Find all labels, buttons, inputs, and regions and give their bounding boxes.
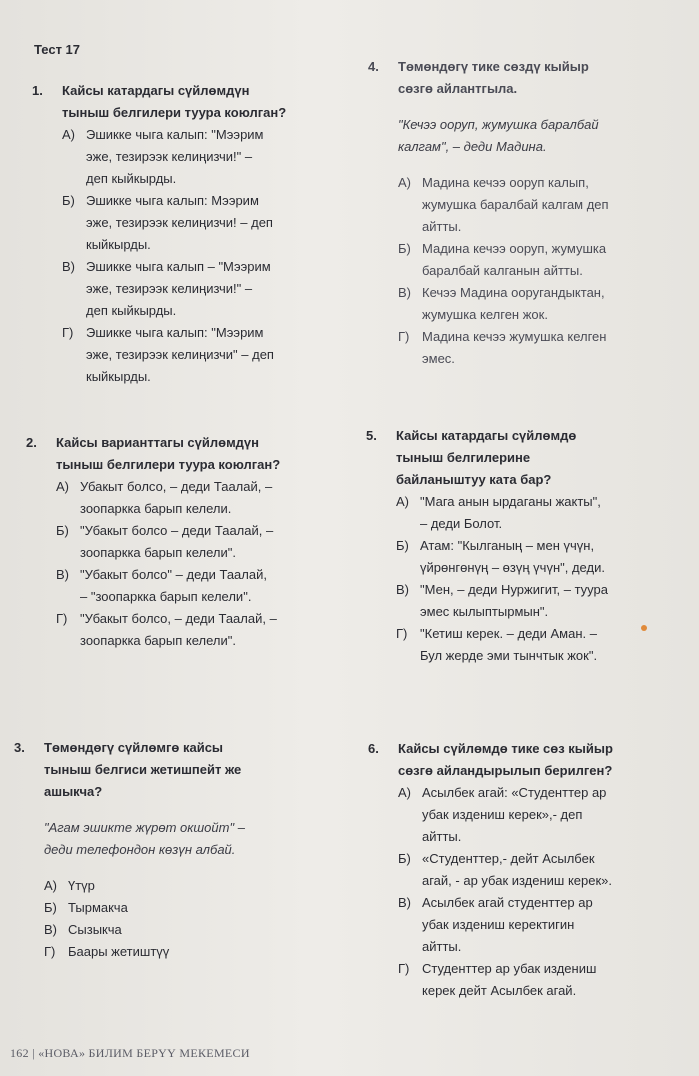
answer-option (398, 282, 693, 326)
answer-option (44, 897, 344, 919)
answer-option (396, 623, 691, 667)
option-text-line: жумушка келген жок. (422, 307, 548, 322)
question-stem-line: Төмөндөгү сүйлөмгө кайсы (44, 740, 224, 755)
question-stem-line: тыныш белгилерине (396, 450, 531, 465)
option-letter: В) (44, 922, 57, 937)
page-footer: 162 | «НОВА» БИЛИМ БЕРҮҮ МЕКЕМЕСИ (10, 1046, 250, 1060)
quoted-sentence-line: "Агам эшикте жүрөт окшойт" – (44, 820, 245, 835)
option-text-line: Тырмакча (68, 900, 128, 915)
option-text-line: деп кыйкырды. (86, 303, 177, 318)
option-text-line: Эшикке чыга калып: "Мээрим (86, 127, 264, 142)
answer-option (56, 608, 346, 652)
option-text-line: Бул жерде эми тынчтык жок". (420, 648, 598, 663)
question-3 (14, 737, 344, 963)
answer-option (396, 579, 691, 623)
option-letter: В) (398, 285, 411, 300)
option-letter: А) (44, 878, 57, 893)
option-text-line: – деди Болот. (420, 516, 503, 531)
option-letter: Г) (44, 944, 56, 959)
question-4 (368, 56, 693, 370)
option-text-line: "Убакыт болсо, – деди Таалай, – (80, 611, 277, 626)
spacer (368, 158, 693, 172)
question-number: 4. (368, 59, 379, 74)
answer-option (56, 520, 346, 564)
answer-option (62, 322, 342, 388)
question-6 (368, 738, 693, 1002)
option-text-line: "Мен, – деди Нуржигит, – туура (420, 582, 608, 597)
option-text-line: Мадина кечээ ооруп калып, (422, 175, 589, 190)
answer-option (398, 848, 693, 892)
option-text-line: эже, тезирээк келиңизчи!" – (86, 281, 253, 296)
option-text-line: зоопаркка барып келели". (80, 633, 236, 648)
question-number: 2. (26, 435, 37, 450)
option-letter: Б) (398, 851, 411, 866)
option-text-line: убак издениш керек»,- деп (422, 807, 583, 822)
option-text-line: айтты. (422, 829, 462, 844)
option-letter: Б) (396, 538, 409, 553)
option-letter: В) (396, 582, 409, 597)
option-letter: Г) (398, 961, 410, 976)
option-letter: А) (396, 494, 409, 509)
test-title: Тест 17 (34, 42, 81, 57)
question-stem-line: Кайсы варианттагы сүйлөмдүн (56, 435, 260, 450)
question-stem-line: тыныш белгилери туура коюлган? (56, 457, 281, 472)
answer-option (56, 476, 346, 520)
option-text-line: Мадина кечээ ооруп, жумушка (422, 241, 607, 256)
option-text-line: Сызыкча (68, 922, 122, 937)
question-stem-line: сөзгө айлантгыла. (398, 81, 518, 96)
answer-option (398, 958, 693, 1002)
option-text-line: «Студенттер,- дейт Асылбек (422, 851, 595, 866)
question-stem-line: байланыштуу ката бар? (396, 472, 552, 487)
option-text-line: эже, тезирээк келиңизчи! – деп (86, 215, 273, 230)
answer-option (398, 782, 693, 848)
option-text-line: айтты. (422, 939, 462, 954)
question-2 (26, 432, 346, 652)
answer-option (62, 256, 342, 322)
orange-marker-dot (641, 625, 647, 631)
option-letter: В) (56, 567, 69, 582)
question-stem-line: Кайсы катардагы сүйлөмдүн (62, 83, 250, 98)
question-number: 6. (368, 741, 379, 756)
answer-option (398, 326, 693, 370)
option-text-line: Эшикке чыга калып: "Мээрим (86, 325, 264, 340)
option-text-line: үйрөнгөнүң – өзүң үчүн", деди. (420, 560, 605, 575)
option-text-line: "Кетиш керек. – деди Аман. – (420, 626, 597, 641)
option-letter: Б) (44, 900, 57, 915)
option-text-line: Эшикке чыга калып – "Мээрим (86, 259, 271, 274)
option-text-line: Студенттер ар убак издениш (422, 961, 597, 976)
quoted-sentence-line: калгам", – деди Мадина. (398, 139, 547, 154)
option-letter: Г) (56, 611, 68, 626)
option-text-line: "Убакыт болсо – деди Таалай, – (80, 523, 274, 538)
option-letter: Б) (398, 241, 411, 256)
option-text-line: Кечээ Мадина ооругандыктан, (422, 285, 605, 300)
answer-option (398, 238, 693, 282)
option-letter: Г) (398, 329, 410, 344)
spacer (14, 803, 344, 817)
answer-option (44, 941, 344, 963)
answer-option (62, 124, 342, 190)
option-text-line: зоопаркка барып келели. (80, 501, 232, 516)
option-text-line: Эшикке чыга калып: Мээрим (86, 193, 259, 208)
option-text-line: "Мага анын ырдаганы жакты", (420, 494, 601, 509)
question-1 (32, 80, 342, 388)
option-text-line: эмес. (422, 351, 455, 366)
answer-option (44, 919, 344, 941)
quoted-sentence-line: деди телефондон көзүн албай. (44, 842, 236, 857)
question-stem-line: Кайсы катардагы сүйлөмдө (396, 428, 577, 443)
option-text-line: зоопаркка барып келели". (80, 545, 236, 560)
option-letter: А) (398, 175, 411, 190)
option-text-line: Мадина кечээ жумушка келген (422, 329, 607, 344)
question-number: 1. (32, 83, 43, 98)
answer-option (56, 564, 346, 608)
option-letter: Б) (56, 523, 69, 538)
option-text-line: Баары жетиштүү (68, 944, 170, 959)
answer-option (398, 892, 693, 958)
question-stem-line: тыныш белгиси жетишпейт же (44, 762, 242, 777)
option-text-line: кыйкырды. (86, 237, 151, 252)
option-text-line: эже, тезирээк келиңизчи" – деп (86, 347, 274, 362)
option-letter: А) (56, 479, 69, 494)
answer-option (44, 875, 344, 897)
question-stem-line: тыныш белгилери туура коюлган? (62, 105, 287, 120)
option-text-line: убак издениш керектигин (422, 917, 575, 932)
quoted-sentence-line: "Кечээ ооруп, жумушка баралбай (398, 117, 599, 132)
option-text-line: Асылбек агай студенттер ар (422, 895, 593, 910)
option-text-line: Атам: "Кылганың – мен үчүн, (420, 538, 595, 553)
answer-option (62, 190, 342, 256)
option-text-line: кыйкырды. (86, 369, 151, 384)
question-stem-line: Төмөндөгү тике сөздү кыйыр (398, 59, 589, 74)
question-stem-line: ашыкча? (44, 784, 103, 799)
option-text-line: "Убакыт болсо" – деди Таалай, (80, 567, 267, 582)
option-text-line: эже, тезирээк келиңизчи!" – (86, 149, 253, 164)
option-letter: А) (398, 785, 411, 800)
option-letter: В) (398, 895, 411, 910)
option-text-line: деп кыйкырды. (86, 171, 177, 186)
answer-option (396, 491, 691, 535)
option-letter: В) (62, 259, 75, 274)
option-text-line: айтты. (422, 219, 462, 234)
option-text-line: Үтүр (68, 878, 95, 893)
option-text-line: эмес кылыптырмын". (420, 604, 549, 619)
answer-option (396, 535, 691, 579)
option-text-line: баралбай калганын айтты. (422, 263, 583, 278)
option-text-line: керек дейт Асылбек агай. (422, 983, 577, 998)
option-text-line: жумушка баралбай калгам деп (422, 197, 609, 212)
option-text-line: Убакыт болсо, – деди Таалай, – (80, 479, 273, 494)
option-text-line: агай, - ар убак издениш керек». (422, 873, 613, 888)
question-number: 5. (366, 428, 377, 443)
option-text-line: – "зоопаркка барып келели". (80, 589, 252, 604)
option-text-line: Асылбек агай: «Студенттер ар (422, 785, 607, 800)
spacer (368, 100, 693, 114)
question-stem-line: Кайсы сүйлөмдө тике сөз кыйыр (398, 741, 613, 756)
option-letter: А) (62, 127, 75, 142)
option-letter: Г) (62, 325, 74, 340)
question-stem-line: сөзгө айландырылып берилген? (398, 763, 613, 778)
spacer (14, 861, 344, 875)
answer-option (398, 172, 693, 238)
option-letter: Г) (396, 626, 408, 641)
question-number: 3. (14, 740, 25, 755)
option-letter: Б) (62, 193, 75, 208)
